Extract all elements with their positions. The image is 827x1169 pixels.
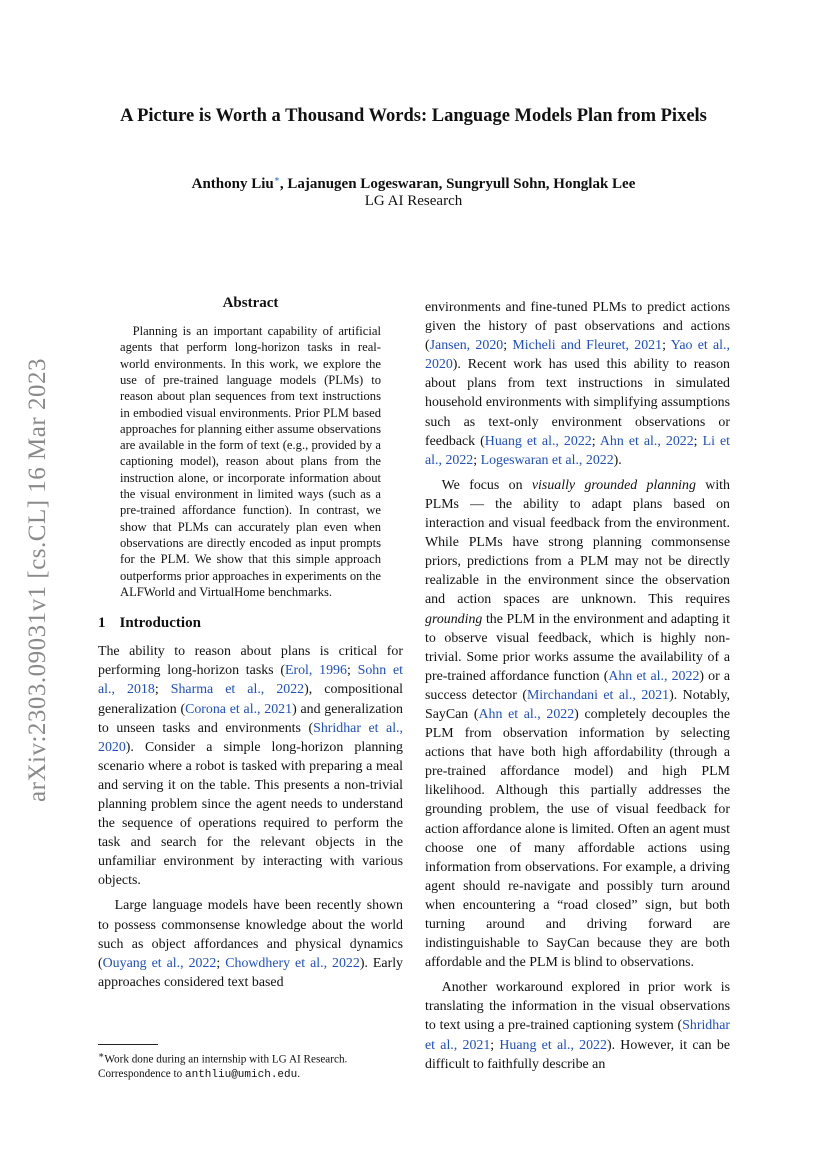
footnote-rule bbox=[98, 1044, 158, 1045]
arxiv-sidebar bbox=[18, 300, 58, 860]
intro-paragraph-1: The ability to reason about plans is critical for performing long-horizon tasks (Erol, 1996; Sohn et al., 2018; Sharma et al., 2022), compositional generalization (Corona et al., 2021) and generalization to unseen tasks and environments (Shridhar et al., 2020). Consider a simple long-horizon planning scenario where a robot is tasked with preparing a meal and serving it on the table. This presents a non-trivial planning problem since the agent needs to understand the sequence of operations required to perform the task and search for the relevant objects in the unfamiliar environment by interacting with various objects. bbox=[98, 644, 403, 889]
citation[interactable]: Jansen, 2020 bbox=[429, 338, 504, 354]
affiliation: LG AI Research bbox=[364, 193, 463, 209]
citation[interactable]: Sharma et al., 2022 bbox=[170, 682, 305, 698]
citation[interactable]: Corona et al., 2021 bbox=[185, 701, 293, 717]
intro-paragraph-3: environments and fine-tuned PLMs to predict actions given the history of past observations and actions (Jansen, 2020; Micheli and Fleuret, 2021; Yao et al., 2020). Recent work has used this ability to reason about plans from text instructions in simulated household environments with simplifying assumptions such as text-only environment observations or feedback (Huang et al., 2022; Ahn et al., 2022; Li et al., 2022; Logeswaran et al., 2022). bbox=[425, 300, 730, 468]
footnote-marker[interactable]: ∗ bbox=[273, 174, 280, 184]
right-column bbox=[425, 298, 730, 1074]
email-link[interactable]: anthliu@umich.edu bbox=[185, 1069, 298, 1082]
citation[interactable]: Li et al., 2022 bbox=[425, 433, 730, 468]
citation[interactable]: Ouyang et al., 2022 bbox=[102, 955, 217, 971]
citation[interactable]: Sohn et al., 2018 bbox=[98, 663, 403, 698]
footnote: ∗Work done during an internship with LG AI Research. Correspondence to anthliu@umich.edu. bbox=[98, 1044, 403, 1083]
intro-paragraph-2: Large language models have been recently shown to possess commonsense knowledge about the world such as object affordances and physical dynamics (Ouyang et al., 2022; Chowdhery et al., 2022). Early approaches considered text based bbox=[98, 898, 404, 990]
citation[interactable]: Micheli and Fleuret, 2021 bbox=[512, 338, 663, 354]
footnote-text: Work done during an internship with LG AI Research. bbox=[104, 1053, 348, 1066]
author-first: Anthony Liu bbox=[191, 176, 274, 192]
citation[interactable]: Ahn et al., 2022 bbox=[599, 433, 694, 449]
paper-title: A Picture is Worth a Thousand Words: Language Models Plan from Pixels bbox=[120, 106, 707, 126]
citation[interactable]: Ahn et al., 2022 bbox=[478, 706, 575, 722]
left-column bbox=[98, 294, 403, 992]
author-list bbox=[60, 174, 767, 193]
citation[interactable]: Ahn et al., 2022 bbox=[608, 668, 700, 684]
citation[interactable]: Huang et al., 2022 bbox=[499, 1037, 607, 1053]
intro-paragraph-5: Another workaround explored in prior work is translating the information in the visual observations to text using a pre-trained captioning system (Shridhar et al., 2021; Huang et al., 2022). However, it can be difficult to faithfully describe an bbox=[425, 980, 730, 1072]
section-heading-introduction bbox=[98, 614, 403, 633]
author-rest: , Lajanugen Logeswaran, Sungryull Sohn, Honglak Lee bbox=[279, 176, 636, 192]
intro-paragraph-4: We focus on visually grounded planning with PLMs — the ability to adapt plans based on interaction and visual feedback from the environment. While PLMs have strong planning commonsense priors, predictions from a PLM may not be directly realizable in the environment since the observation and action spaces are unknown. This requires grounding the PLM in the environment and adapting it to observe visual feedback, which is highly non-trivial. Some prior works assume the availability of a pre-trained affordance function (Ahn et al., 2022) or a success detector (Mirchandani et al., 2021). Notably, SayCan (Ahn et al., 2022) completely decouples the PLM from observation information by selecting actions that have both high affordability (through a pre-trained affordance model) and high PLM likelihood. Although this partially addresses the grounding problem, the use of visual feedback for action affordance alone is limited. Often an agent must choose one of many affordable actions using information from observations. For example, a driving agent should re-navigate and possibly turn around when encountering a “road closed” sign, but both turning around and driving forward are indistinguishable to SayCan because they are both affordable and the PLM is blind to observations. bbox=[425, 477, 730, 971]
citation[interactable]: Shridhar et al., 2021 bbox=[425, 1018, 730, 1053]
abstract-heading: Abstract bbox=[222, 295, 279, 311]
citation[interactable]: Chowdhery et al., 2022 bbox=[225, 955, 360, 971]
section-number: 1 bbox=[98, 615, 106, 632]
arxiv-identifier: arXiv:2303.09031v1 [cs.CL] 16 Mar 2023 bbox=[24, 358, 51, 802]
footnote-correspondence: Correspondence to bbox=[98, 1068, 185, 1081]
citation[interactable]: Shridhar et al., 2020 bbox=[98, 720, 403, 755]
citation[interactable]: Huang et al., 2022 bbox=[484, 433, 592, 449]
section-title: Introduction bbox=[119, 615, 201, 632]
citation[interactable]: Mirchandani et al., 2021 bbox=[526, 687, 670, 703]
citation[interactable]: Logeswaran et al., 2022 bbox=[480, 452, 614, 468]
abstract-body bbox=[120, 323, 381, 600]
citation[interactable]: Erol, 1996 bbox=[285, 663, 347, 679]
footnote-mark: ∗ bbox=[98, 1051, 105, 1061]
abstract-text: Planning is an important capability of artificial agents that perform long-horizon tasks in real-world environments. In this work, we explore the use of pre-trained language models (PLMs) to reason about plan sequences from text instructions in embodied visual environments. Prior PLM based approaches for planning either assume observations are available in the form of text (e.g., provided by a captioning model), reason about plans from the instruction alone, or incorporate information about the visual environment in limited ways (such as a pre-trained affordance function). In contrast, we show that PLMs can accurately plan even when observations are directly encoded as input prompts for the PLM. We show that this simple approach outperforms prior approaches in experiments on the ALFWorld and VirtualHome benchmarks. bbox=[120, 324, 381, 599]
citation[interactable]: Yao et al., 2020 bbox=[425, 338, 730, 373]
